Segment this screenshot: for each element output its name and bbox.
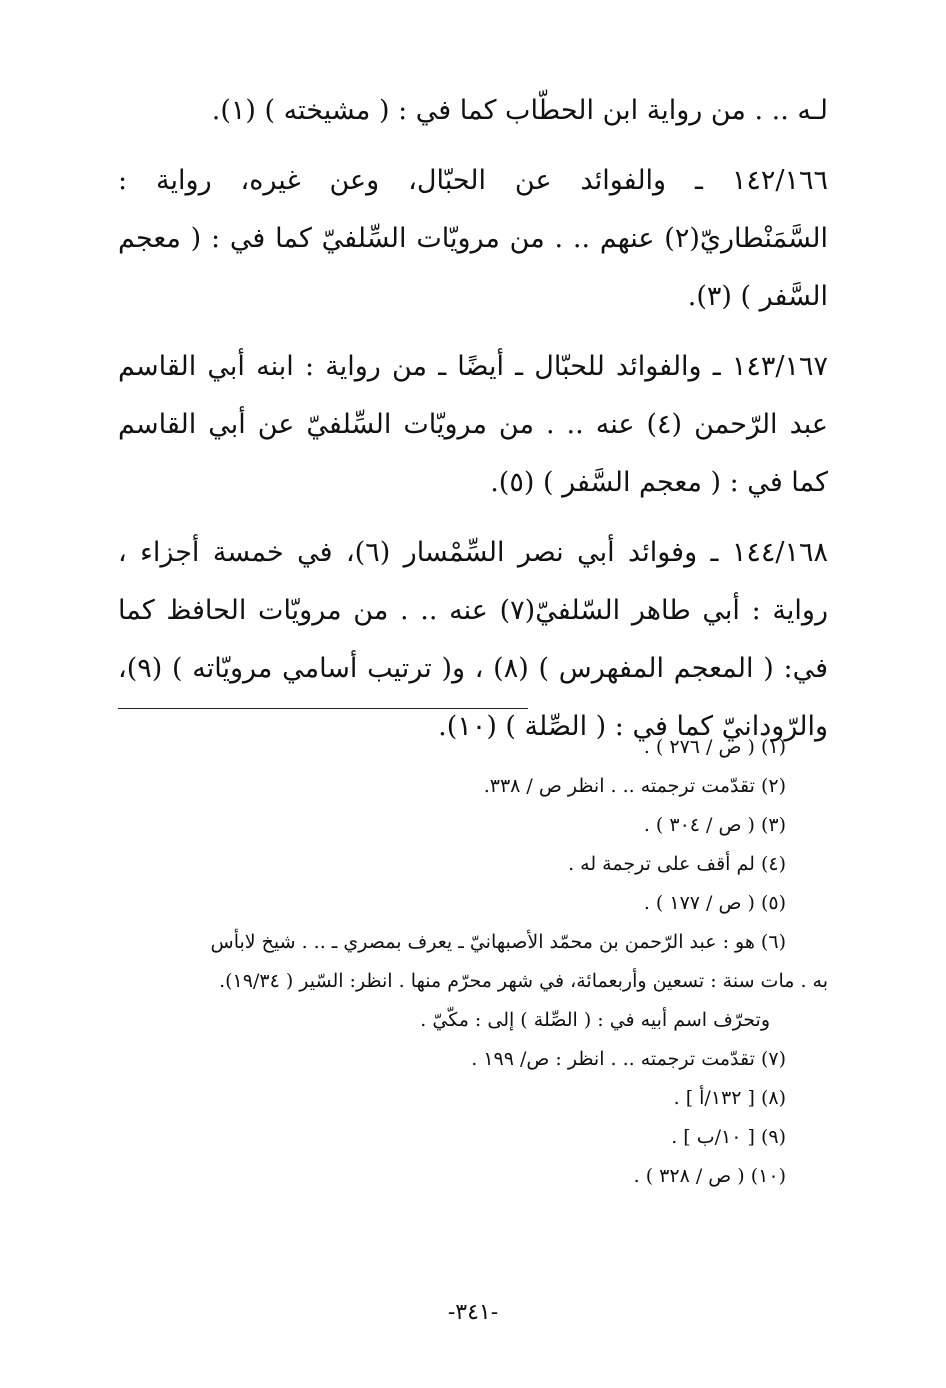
- footnote-9: (٩) [ ١٠/ب ] .: [671, 1126, 786, 1148]
- paragraph-entry-166: ١٤٢/١٦٦ ـ والفوائد عن الحبّال، وعن غيره، رواية : السَّمَنْطاريّ(٢) عنهم .. . من مرويّات السِّلفيّ كما في : ( معجم السَّفر ) (٣).: [118, 165, 828, 312]
- paragraph-intro: لـه .. . من رواية ابن الحطّاب كما في : ( مشيخته ) (١).: [211, 95, 828, 126]
- footnote-3: (٣) ( ص / ٣٠٤ ) .: [643, 814, 786, 836]
- footnote-6-line-1: (٦) هو : عبد الرّحمن بن محمّد الأصبهانيّ ـ يعرف بمصري ـ .. . شيخ لابأس: [210, 931, 786, 953]
- footnote-4: (٤) لم أقف على ترجمة له .: [568, 853, 786, 875]
- paragraph-entry-168: ١٤٤/١٦٨ ـ وفوائد أبي نصر السِّمْسار (٦)، في خمسة أجزاء ، رواية : أبي طاهر السّلفيّ(٧) عنه .. . من مرويّات الحافظ كما في: ( المعجم المفهرس ) (٨) ، و( ترتيب أسامي مرويّاته ) (٩)، والرّودانيّ كما في : ( الصِّلة ) (١٠).: [118, 537, 828, 742]
- page-number: -٣٤١-: [447, 1300, 499, 1325]
- footnote-8: (٨) [ ١٣٢/أ ] .: [673, 1087, 786, 1109]
- footnote-2: (٢) تقدّمت ترجمته .. . انظر ص / ٣٣٨.: [483, 775, 786, 797]
- footnotes: [118, 728, 828, 1196]
- footnote-7: (٧) تقدّمت ترجمته .. . انظر : ص/ ١٩٩ .: [471, 1048, 786, 1070]
- footnote-6-line-2: به . مات سنة : تسعين وأربعمائة، في شهر محرّم منها . انظر: السّير ( ١٩/٣٤).: [219, 970, 828, 992]
- footnote-1: (١) ( ص / ٢٧٦ ) .: [643, 736, 786, 758]
- footnote-6-line-3: وتحرّف اسم أبيه في : ( الصِّلة ) إلى : مكّيّ .: [420, 1009, 770, 1031]
- footnote-separator: [118, 708, 528, 709]
- footnote-5: (٥) ( ص / ١٧٧ ) .: [643, 892, 786, 914]
- paragraph-entry-167: ١٤٣/١٦٧ ـ والفوائد للحبّال ـ أيضًا ـ من رواية : ابنه أبي القاسم عبد الرّحمن (٤) عنه .. . من مرويّات السِّلفيّ عن أبي القاسم كما في : ( معجم السَّفر ) (٥).: [118, 351, 828, 498]
- main-text: [118, 82, 828, 768]
- footnote-10: (١٠) ( ص / ٣٢٨ ) .: [633, 1165, 786, 1187]
